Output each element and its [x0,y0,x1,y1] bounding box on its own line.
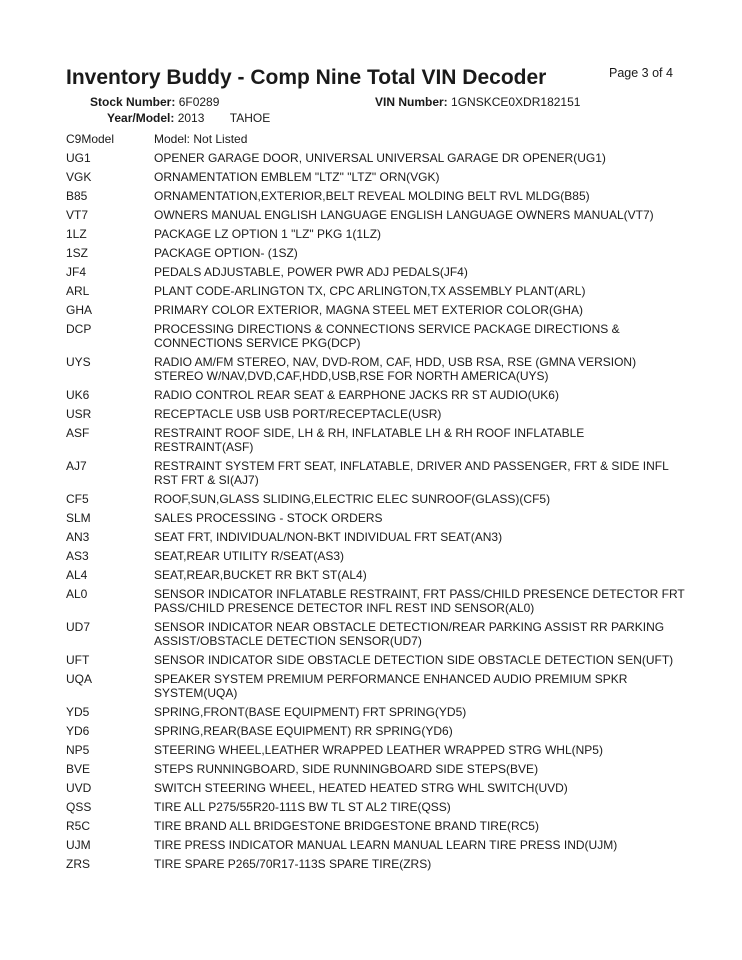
option-row [66,530,686,544]
option-code: UJM [66,838,91,852]
option-code: UVD [66,781,92,795]
option-code: 1LZ [66,227,87,241]
option-row [66,857,686,871]
option-description: SENSOR INDICATOR NEAR OBSTACLE DETECTION/REAR PARKING ASSIST RR PARKING ASSIST/OBSTACLE DETECTION SENSOR(UD7) [154,620,665,648]
option-description: PEDALS ADJUSTABLE, POWER PWR ADJ PEDALS(JF4) [154,265,468,279]
stock-number [90,95,219,109]
option-description: RADIO AM/FM STEREO, NAV, DVD-ROM, CAF, HDD, USB RSA, RSE (GMNA VERSION) STEREO W/NAV,DVD,CAF,HDD,USB,RSE FOR NORTH AMERICA(UYS) [154,355,637,383]
option-description: SENSOR INDICATOR SIDE OBSTACLE DETECTION SIDE OBSTACLE DETECTION SEN(UFT) [154,653,674,667]
option-code: AJ7 [66,459,87,473]
option-code: SLM [66,511,91,525]
option-row [66,819,686,833]
option-description: TIRE PRESS INDICATOR MANUAL LEARN MANUAL LEARN TIRE PRESS IND(UJM) [154,838,618,852]
option-description: TIRE ALL P275/55R20-111S BW TL ST AL2 TIRE(QSS) [154,800,451,814]
option-row [66,208,686,222]
option-description: STEERING WHEEL,LEATHER WRAPPED LEATHER WRAPPED STRG WHL(NP5) [154,743,603,757]
stock-number-label: Stock Number: [90,95,176,109]
option-row [66,265,686,279]
option-description: ROOF,SUN,GLASS SLIDING,ELECTRIC ELEC SUNROOF(GLASS)(CF5) [154,492,551,506]
option-row [66,388,686,402]
option-code: AL4 [66,568,88,582]
option-row [66,800,686,814]
option-row [66,284,686,298]
option-description: SEAT,REAR UTILITY R/SEAT(AS3) [154,549,345,563]
option-row [66,355,686,383]
option-code: B85 [66,189,88,203]
option-description: PACKAGE LZ OPTION 1 "LZ" PKG 1(1LZ) [154,227,382,241]
option-description: SENSOR INDICATOR INFLATABLE RESTRAINT, FRT PASS/CHILD PRESENCE DETECTOR FRT PASS/CHILD PRESENCE DETECTOR INFL REST IND SENSOR(AL0) [154,587,685,615]
option-row [66,549,686,563]
option-description: OWNERS MANUAL ENGLISH LANGUAGE ENGLISH LANGUAGE OWNERS MANUAL(VT7) [154,208,654,222]
option-row [66,170,686,184]
option-description: SPEAKER SYSTEM PREMIUM PERFORMANCE ENHANCED AUDIO PREMIUM SPKR SYSTEM(UQA) [154,672,628,700]
vin-number-label: VIN Number: [375,95,448,109]
option-code: CF5 [66,492,89,506]
option-code: UG1 [66,151,91,165]
option-row [66,568,686,582]
option-code: C9Model [66,132,115,146]
option-row [66,724,686,738]
option-description: PLANT CODE-ARLINGTON TX, CPC ARLINGTON,TX ASSEMBLY PLANT(ARL) [154,284,586,298]
option-code: YD6 [66,724,90,738]
option-row [66,132,686,146]
year-model-label: Year/Model: [107,111,175,125]
option-code: AS3 [66,549,89,563]
option-description: PACKAGE OPTION- (1SZ) [154,246,298,260]
option-code: GHA [66,303,93,317]
option-code: UYS [66,355,91,369]
option-code: QSS [66,800,92,814]
year-value: 2013 [177,111,205,125]
option-row [66,151,686,165]
option-row [66,227,686,241]
option-row [66,705,686,719]
option-row [66,322,686,350]
option-code: USR [66,407,92,421]
option-row [66,407,686,421]
option-code: ASF [66,426,90,440]
stock-number-value: 6F0289 [178,95,220,109]
option-description: ORNAMENTATION EMBLEM "LTZ" "LTZ" ORN(VGK) [154,170,440,184]
option-row [66,459,686,487]
option-row [66,587,686,615]
option-code-list [66,132,686,876]
option-row [66,838,686,852]
option-row [66,743,686,757]
option-description: SPRING,FRONT(BASE EQUIPMENT) FRT SPRING(YD5) [154,705,467,719]
option-description: SWITCH STEERING WHEEL, HEATED HEATED STRG WHL SWITCH(UVD) [154,781,568,795]
option-row [66,189,686,203]
option-description: SALES PROCESSING - STOCK ORDERS [154,511,383,525]
option-code: DCP [66,322,92,336]
option-row [66,426,686,454]
option-row [66,672,686,700]
model-value: TAHOE [229,111,271,125]
option-code: BVE [66,762,91,776]
option-description: RESTRAINT SYSTEM FRT SEAT, INFLATABLE, DRIVER AND PASSENGER, FRT & SIDE INFL RST FRT & SI(AJ7) [154,459,669,487]
option-code: 1SZ [66,246,89,260]
option-description: SPRING,REAR(BASE EQUIPMENT) RR SPRING(YD6) [154,724,453,738]
option-code: NP5 [66,743,90,757]
option-description: RECEPTACLE USB USB PORT/RECEPTACLE(USR) [154,407,442,421]
option-description: STEPS RUNNINGBOARD, SIDE RUNNINGBOARD SIDE STEPS(BVE) [154,762,539,776]
option-description: PROCESSING DIRECTIONS & CONNECTIONS SERVICE PACKAGE DIRECTIONS & CONNECTIONS SERVICE PKG(DCP) [154,322,620,350]
option-code: VGK [66,170,92,184]
vin-number-value: 1GNSKCE0XDR182151 [451,95,581,109]
option-description: TIRE BRAND ALL BRIDGESTONE BRIDGESTONE BRAND TIRE(RC5) [154,819,539,833]
option-code: VT7 [66,208,89,222]
option-description: RADIO CONTROL REAR SEAT & EARPHONE JACKS RR ST AUDIO(UK6) [154,388,559,402]
option-code: UQA [66,672,93,686]
option-row [66,653,686,667]
option-row [66,620,686,648]
option-code: JF4 [66,265,87,279]
option-code: ARL [66,284,90,298]
option-row [66,511,686,525]
option-description: SEAT FRT, INDIVIDUAL/NON-BKT INDIVIDUAL FRT SEAT(AN3) [154,530,503,544]
option-code: UFT [66,653,90,667]
option-code: UD7 [66,620,91,634]
year-model [107,111,270,125]
option-code: AL0 [66,587,88,601]
option-description: OPENER GARAGE DOOR, UNIVERSAL UNIVERSAL GARAGE DR OPENER(UG1) [154,151,606,165]
option-row [66,246,686,260]
option-description: Model: Not Listed [154,132,248,146]
option-description: SEAT,REAR,BUCKET RR BKT ST(AL4) [154,568,367,582]
option-code: R5C [66,819,91,833]
option-row [66,303,686,317]
vin-number [375,95,580,109]
page-number: Page 3 of 4 [609,66,673,80]
option-row [66,492,686,506]
option-description: ORNAMENTATION,EXTERIOR,BELT REVEAL MOLDING BELT RVL MLDG(B85) [154,189,590,203]
option-row [66,762,686,776]
option-code: ZRS [66,857,90,871]
option-description: RESTRAINT ROOF SIDE, LH & RH, INFLATABLE LH & RH ROOF INFLATABLE RESTRAINT(ASF) [154,426,585,454]
option-code: AN3 [66,530,90,544]
option-row [66,781,686,795]
option-description: TIRE SPARE P265/70R17-113S SPARE TIRE(ZRS) [154,857,432,871]
document-title: Inventory Buddy - Comp Nine Total VIN Decoder [66,66,547,89]
option-description: PRIMARY COLOR EXTERIOR, MAGNA STEEL MET EXTERIOR COLOR(GHA) [154,303,583,317]
option-code: YD5 [66,705,90,719]
option-code: UK6 [66,388,90,402]
